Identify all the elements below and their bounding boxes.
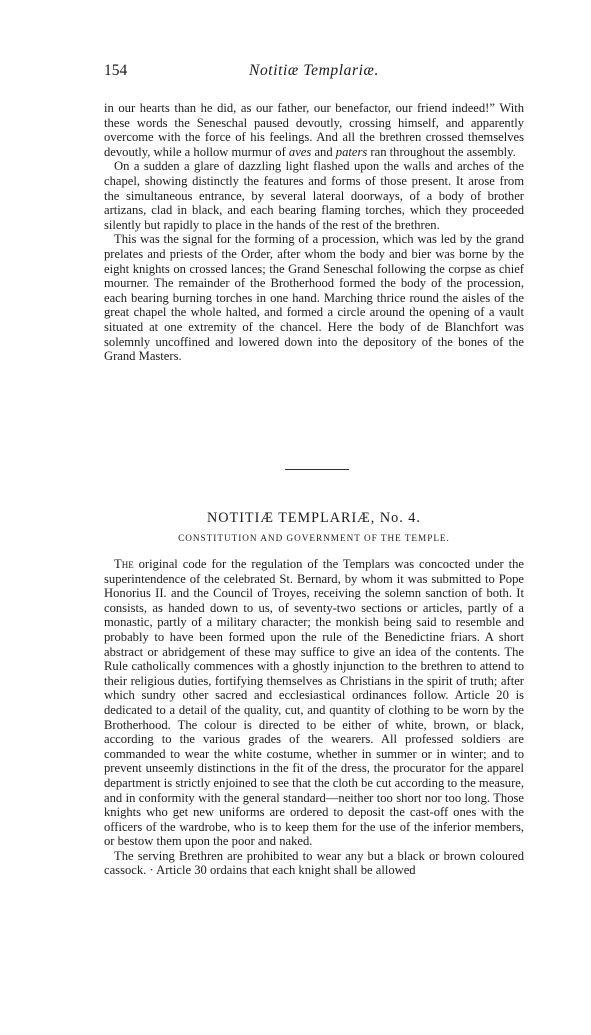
- running-title: Notitiæ Templariæ.: [249, 62, 379, 79]
- opening-word: The: [114, 557, 134, 571]
- paragraph-torch-light: On a sudden a glare of dazzling light flashed upon the walls and arches of the chapel, showing distinctly the features and forms of those present. It arose from the simultaneous entrance, by several lateral doorways, of a body of brother artizans, clad in black, and each bearing flaming torches, which they proceeded silently but rapidly to place in the hands of the rest of the brethren.: [104, 159, 524, 232]
- word-paters: paters: [335, 144, 368, 159]
- running-head: [104, 62, 524, 84]
- story-continuation: [104, 101, 524, 364]
- paragraph-seneschal-speech: in our hearts than he did, as our father, our benefactor, our friend indeed!” With these words the Seneschal paused devoutly, crossing himself, and apparently overcome with the force of his feelings. And all the brethren crossed themselves devoutly, while a hollow murmur of aves and paters ran throughout the assembly.: [104, 101, 524, 159]
- word-aves: aves: [288, 144, 312, 159]
- section-title: NOTITIÆ TEMPLARIÆ, No. 4.: [207, 510, 421, 526]
- paragraph-serving-brethren: The serving Brethren are prohibited to wear any but a black or brown coloured cassock. · Article 30 ordains that each knight shall be allowed: [104, 848, 524, 878]
- section-subtitle: CONSTITUTION AND GOVERNMENT OF THE TEMPLE.: [178, 533, 450, 543]
- paragraph-procession: This was the signal for the forming of a procession, which was led by the grand prelates and priests of the Order, after whom the body and bier was borne by the eight knights on crossed lances; the Grand Seneschal following the corpse as chief mourner. The remainder of the Brotherhood formed the body of the procession, each bearing burning torches in one hand. Marching thrice round the aisles of the great chapel the whole halted, and formed a circle around the opening of a vault situated at one extremity of the chancel. Here the body of de Blanchfort was solemnly uncoffined and lowered down into the depository of the bones of the Grand Masters.: [104, 232, 524, 364]
- page-number: 154: [104, 62, 128, 79]
- section-body: [104, 557, 524, 878]
- section-divider: [285, 469, 349, 470]
- paragraph-original-code: The original code for the regulation of the Templars was concocted under the superintendence of the celebrated St. Bernard, by whom it was submitted to Pope Honorius II. and the Council of Troyes, receiving the solemn sanction of both. It consists, as handed down to us, of seventy-two sections or articles, partly of a monastic, partly of a military character; the monkish being said to resemble and probably to have been formed upon the rule of the Benedictine friars. A short abstract or abridgement of these may suffice to give an idea of the contents. The Rule catholically commences with a ghostly injunction to the brethren to attend to their religious duties, fortifying themselves as Christians in the spirit of truth; after which sundry other sacred and ecclesiastical ordinances follow. Article 20 is dedicated to a detail of the quality, cut, and quantity of clothing to be worn by the Brotherhood. The colour is directed to be either of white, brown, or black, according to the various grades of the wearers. All professed soldiers are commanded to wear the white costume, whether in summer or in winter; and to prevent unseemly distinctions in the fit of the dress, the procurator for the apparel department is strictly enjoined to see that the cloth be cut according to the measure, and in conformity with the general standard—neither too short nor too long. Those knights who get new uniforms are ordered to deposit the cast-off ones with the officers of the wardrobe, who is to keep them for the use of the inferior members, or bestow them upon the poor and naked.: [104, 557, 525, 849]
